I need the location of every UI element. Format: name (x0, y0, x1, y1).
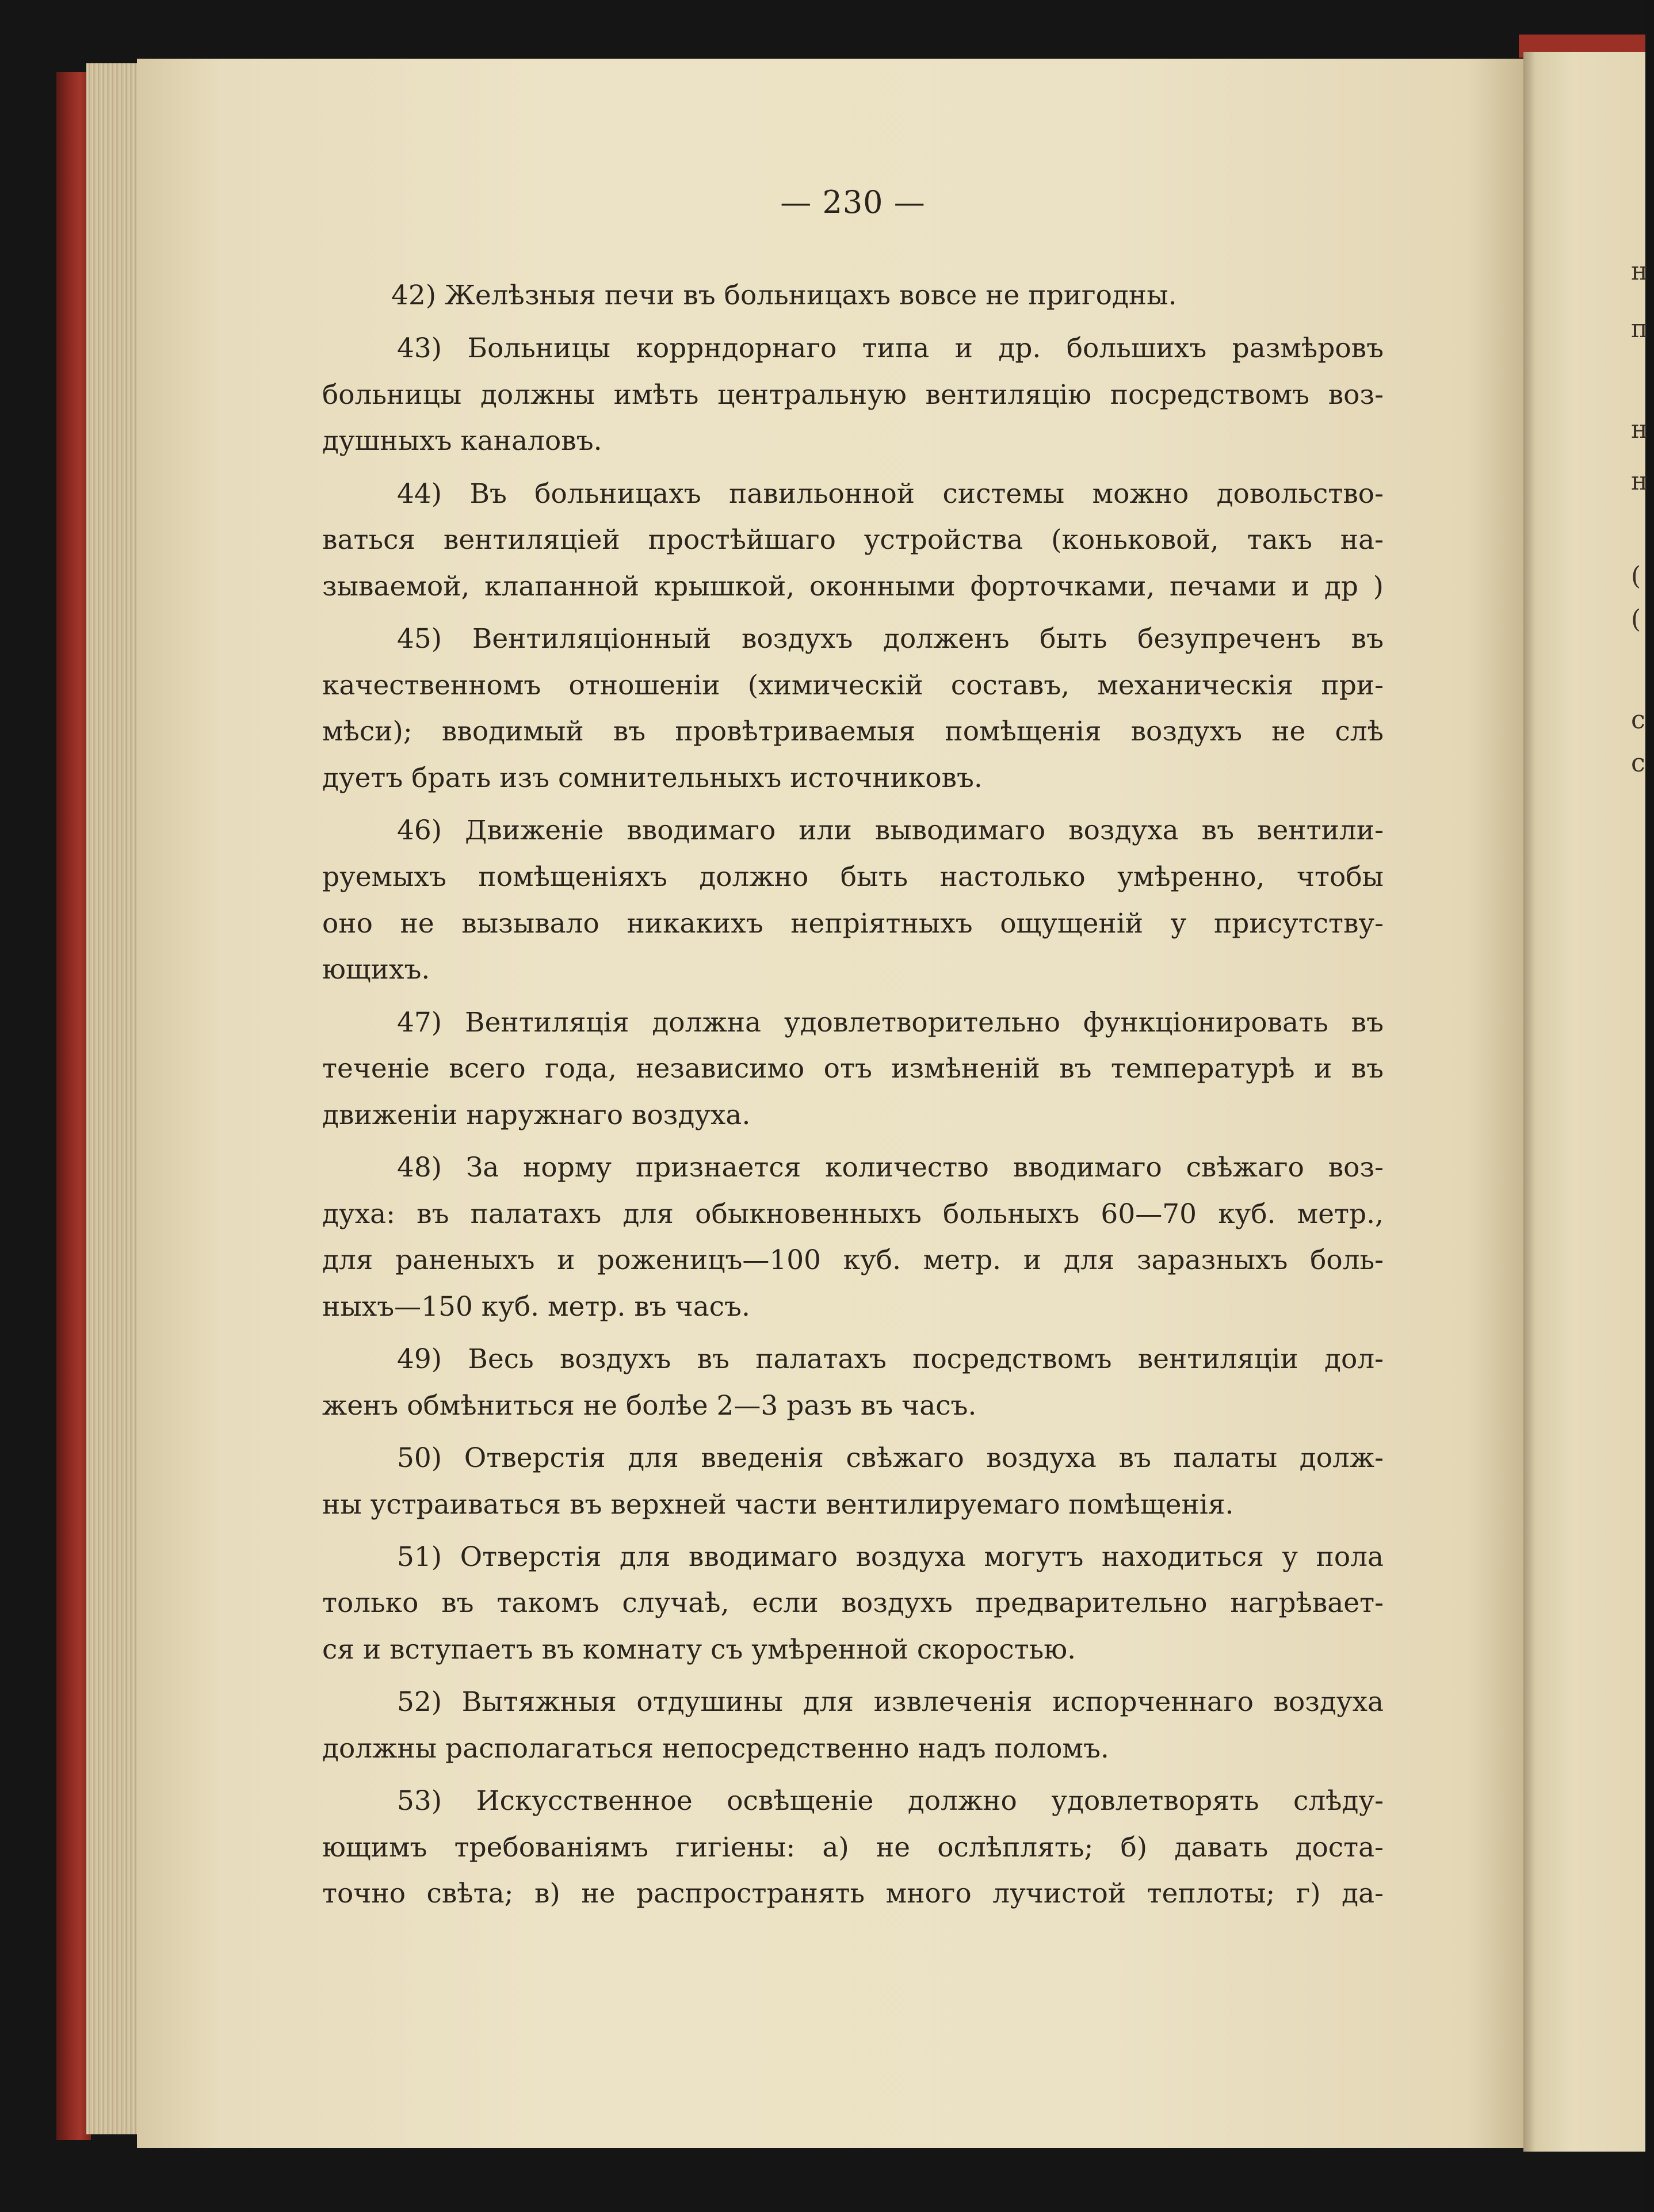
text-line: качественномъ отношеніи (химическій составъ, механическія при- (322, 670, 1384, 701)
fragment: ( (1631, 561, 1641, 591)
text-line: дуетъ брать изъ сомнительныхъ источниковъ. (322, 762, 983, 794)
text-line: должны располагаться непосредственно надъ поломъ. (322, 1733, 1109, 1764)
text-line: только въ такомъ случаѣ, если воздухъ предварительно нагрѣвает- (322, 1587, 1384, 1619)
text-line: ся и вступаетъ въ комнату съ умѣренной скоростью. (322, 1634, 1076, 1665)
page-block-edges (86, 63, 141, 2134)
text-line: 51) Отверстія для вводимаго воздуха могутъ находиться у пола (397, 1541, 1384, 1573)
text-line: мѣси); вводимый въ провѣтриваемыя помѣщенія воздухъ не слѣ (322, 716, 1384, 747)
text-line: душныхъ каналовъ. (322, 425, 602, 457)
text-line: ваться вентиляціей простѣйшаго устройства (коньковой, такъ на- (322, 524, 1384, 556)
fragment: с (1631, 748, 1645, 778)
fragment: ( (1631, 605, 1641, 634)
fragment: п (1631, 314, 1648, 343)
text-line: женъ обмѣниться не болѣе 2—3 разъ въ часъ. (322, 1390, 977, 1422)
text-line: 48) За норму признается количество вводимаго свѣжаго воз- (397, 1152, 1384, 1183)
text-line: 44) Въ больницахъ павильонной системы можно довольство- (397, 478, 1384, 510)
text-line: 42) Желѣзныя печи въ больницахъ вовсе не пригодны. (391, 280, 1177, 311)
text-line: ны устраиваться въ верхней части вентилируемаго помѣщенія. (322, 1489, 1234, 1520)
text-line: 45) Вентиляціонный воздухъ долженъ быть безупреченъ въ (397, 623, 1384, 655)
text-line: ющимъ требованіямъ гигіены: а) не ослѣплять; б) давать доста- (322, 1832, 1384, 1863)
fragment: с (1631, 705, 1645, 735)
text-line: 46) Движеніе вводимаго или выводимаго воздуха въ вентили- (397, 815, 1384, 846)
text-line: ныхъ—150 куб. метр. въ часъ. (322, 1291, 750, 1323)
fragment: н (1631, 415, 1648, 444)
text-line: оно не вызывало никакихъ непріятныхъ ощущеній у присутству- (322, 908, 1384, 939)
text-line: руемыхъ помѣщеніяхъ должно быть настолько умѣренно, чтобы (322, 861, 1384, 893)
text-line: движеніи наружнаго воздуха. (322, 1099, 751, 1131)
text-line: 47) Вентиляція должна удовлетворительно функціонировать въ (397, 1007, 1384, 1038)
fragment: н (1631, 467, 1648, 496)
text-line: 50) Отверстія для введенія свѣжаго воздуха въ палаты долж- (397, 1442, 1384, 1474)
text-line: больницы должны имѣть центральную вентиляцію посредствомъ воз- (322, 379, 1384, 411)
text-line: 49) Весь воздухъ въ палатахъ посредствомъ вентиляціи дол- (397, 1343, 1384, 1375)
text-line: духа: въ палатахъ для обыкновенныхъ больныхъ 60—70 куб. метр., (322, 1198, 1384, 1230)
text-line: ющихъ. (322, 954, 430, 985)
text-line: 53) Искусственное освѣщеніе должно удовлетворять слѣду- (397, 1785, 1384, 1817)
facing-page (1523, 52, 1645, 2152)
page-number: — 230 — (780, 184, 926, 220)
fragment: н (1631, 257, 1648, 286)
text-line: теченіе всего года, независимо отъ измѣненій въ температурѣ и въ (322, 1053, 1384, 1084)
text-line: 52) Вытяжныя отдушины для извлеченія испорченнаго воздуха (397, 1686, 1384, 1718)
left-cover-edge (56, 72, 91, 2140)
text-line: зываемой, клапанной крышкой, оконными форточками, печами и др ) (322, 571, 1384, 602)
text-line: точно свѣта; в) не распространять много лучистой теплоты; г) да- (322, 1878, 1384, 1909)
text-line: 43) Больницы коррндорнаго типа и др. большихъ размѣровъ (397, 333, 1384, 364)
text-line: для раненыхъ и роженицъ—100 куб. метр. и для заразныхъ боль- (322, 1244, 1384, 1276)
